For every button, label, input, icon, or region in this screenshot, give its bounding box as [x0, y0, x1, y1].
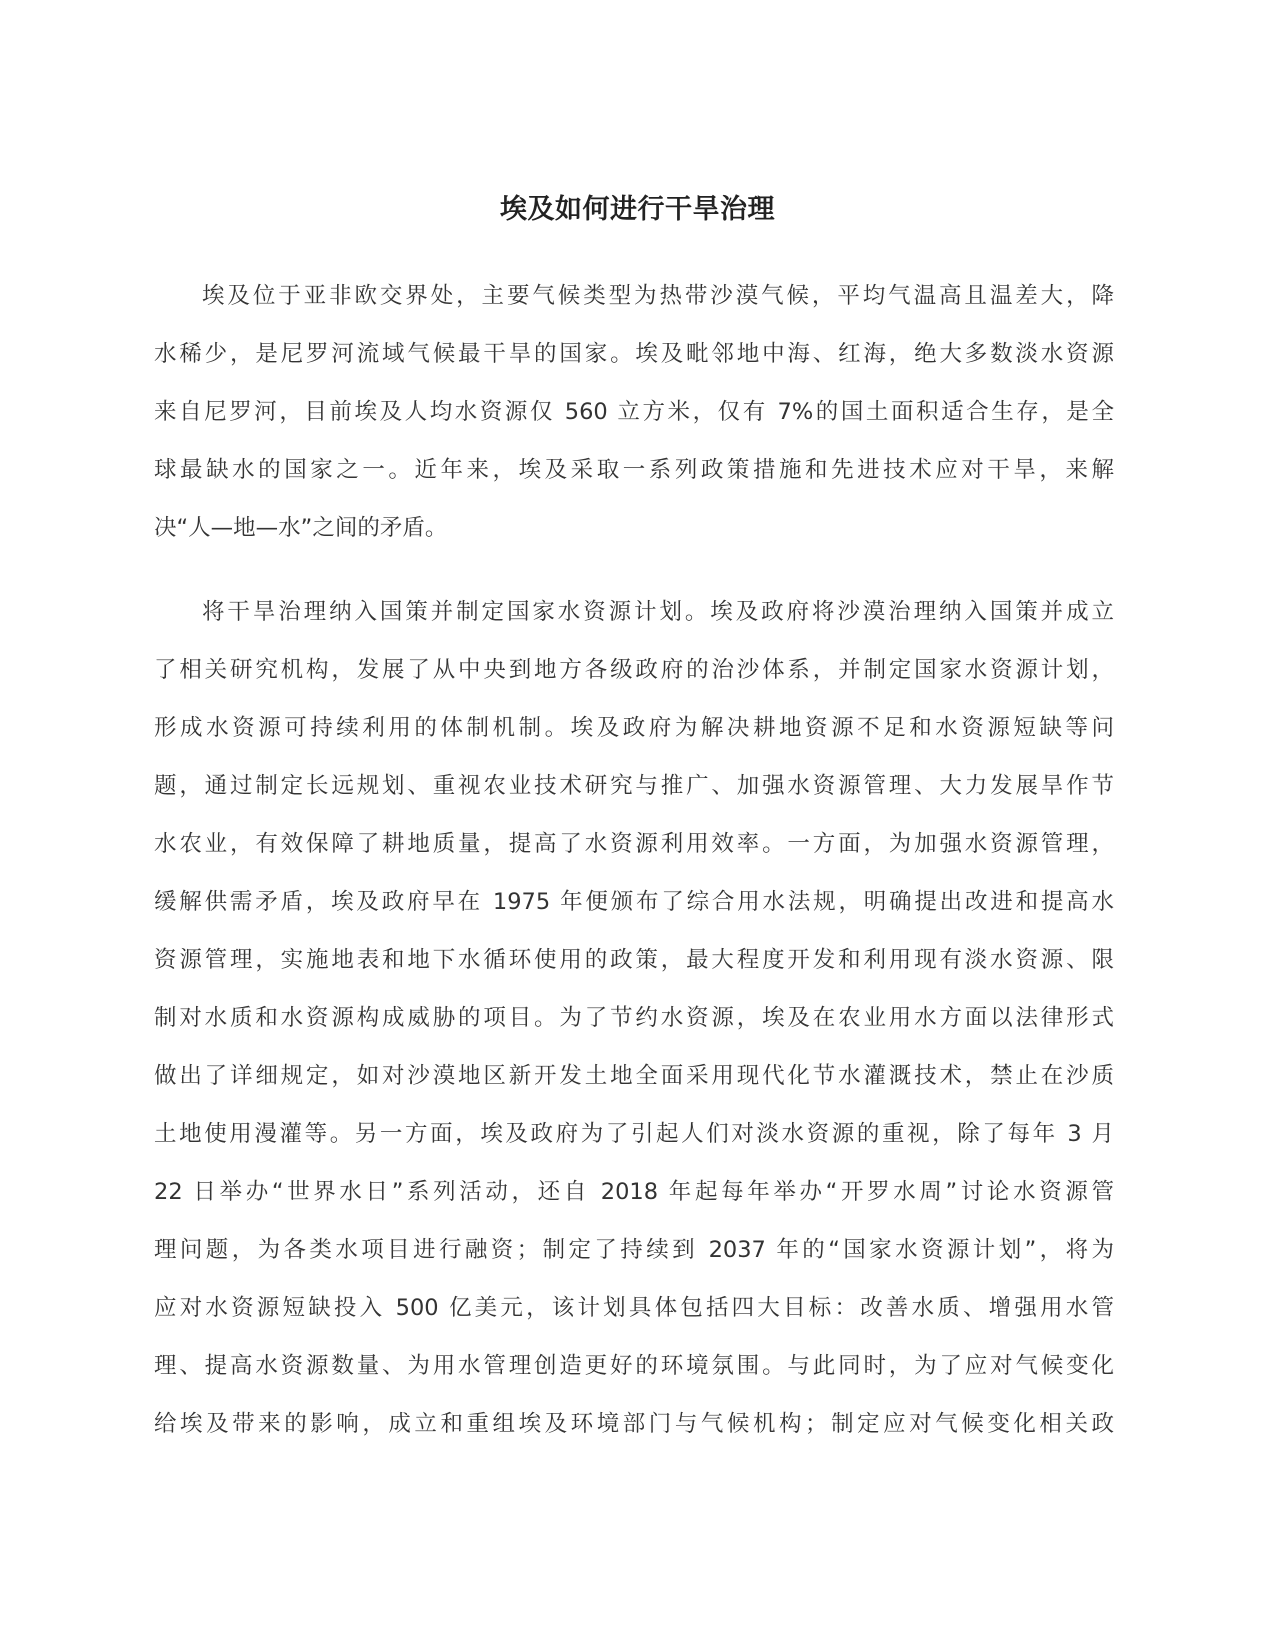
paragraph-line: 理问题，为各类水项目进行融资；制定了持续到 2037 年的“国家水资源计划”，将为	[154, 1237, 1114, 1263]
paragraph-line: 来自尼罗河，目前埃及人均水资源仅 560 立方米，仅有 7%的国土面积适合生存，是全	[154, 399, 1114, 425]
paragraph-line: 形成水资源可持续利用的体制机制。埃及政府为解决耕地资源不足和水资源短缺等问	[154, 715, 1114, 741]
paragraph-line: 球最缺水的国家之一。近年来，埃及采取一系列政策措施和先进技术应对干旱，来解	[154, 457, 1114, 483]
paragraph-line: 给埃及带来的影响，成立和重组埃及环境部门与气候机构；制定应对气候变化相关政	[154, 1411, 1114, 1437]
paragraph-line: 制对水质和水资源构成威胁的项目。为了节约水资源，埃及在农业用水方面以法律形式	[154, 1005, 1114, 1031]
paragraph-line: 了相关研究机构，发展了从中央到地方各级政府的治沙体系，并制定国家水资源计划，	[154, 657, 1114, 683]
paragraph-line: 将干旱治理纳入国策并制定国家水资源计划。埃及政府将沙漠治理纳入国策并成立	[202, 599, 1114, 625]
document-title: 埃及如何进行干旱治理	[500, 194, 775, 225]
paragraph-line: 资源管理，实施地表和地下水循环使用的政策，最大程度开发和利用现有淡水资源、限	[154, 947, 1114, 973]
paragraph-line: 22 日举办“世界水日”系列活动，还自 2018 年起每年举办“开罗水周”讨论水资源管	[154, 1179, 1114, 1205]
paragraph-line: 做出了详细规定，如对沙漠地区新开发土地全面采用现代化节水灌溉技术，禁止在沙质	[154, 1063, 1114, 1089]
paragraph-intro	[154, 267, 1114, 557]
paragraph-line: 土地使用漫灌等。另一方面，埃及政府为了引起人们对淡水资源的重视，除了每年 3 月	[154, 1121, 1114, 1147]
paragraph-line: 水稀少，是尼罗河流域气候最干旱的国家。埃及毗邻地中海、红海，绝大多数淡水资源	[154, 341, 1114, 367]
paragraph-line: 缓解供需矛盾，埃及政府早在 1975 年便颁布了综合用水法规，明确提出改进和提高水	[154, 889, 1114, 915]
paragraph-line: 题，通过制定长远规划、重视农业技术研究与推广、加强水资源管理、大力发展旱作节	[154, 773, 1114, 799]
paragraph-policy	[154, 583, 1114, 1453]
paragraph-line: 埃及位于亚非欧交界处，主要气候类型为热带沙漠气候，平均气温高且温差大，降	[202, 283, 1114, 309]
paragraph-line: 应对水资源短缺投入 500 亿美元，该计划具体包括四大目标：改善水质、增强用水管	[154, 1295, 1114, 1321]
paragraph-line: 理、提高水资源数量、为用水管理创造更好的环境氛围。与此同时，为了应对气候变化	[154, 1353, 1114, 1379]
paragraph-line: 决“人—地—水”之间的矛盾。	[154, 515, 448, 541]
paragraph-line: 水农业，有效保障了耕地质量，提高了水资源利用效率。一方面，为加强水资源管理，	[154, 831, 1114, 857]
